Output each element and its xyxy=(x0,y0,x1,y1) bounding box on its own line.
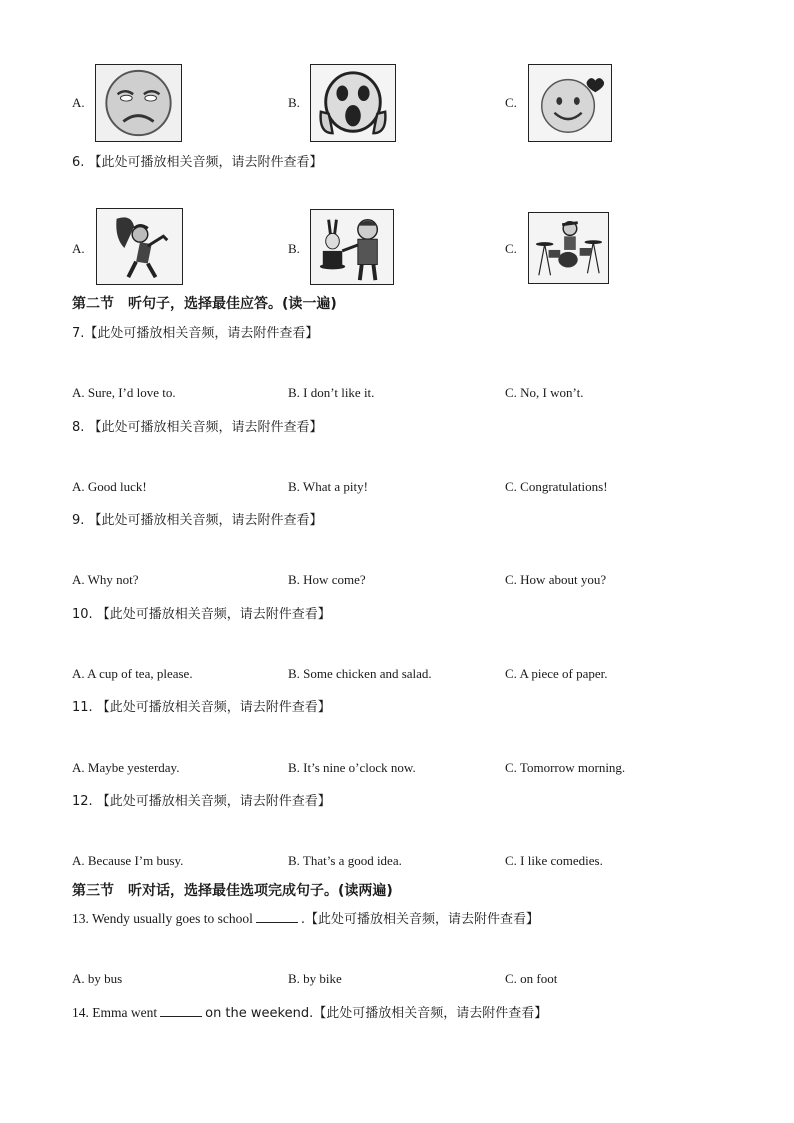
answer-blank xyxy=(160,1015,202,1017)
question-7-option-a: A. Sure, I’d love to. xyxy=(72,385,176,400)
option-letter-a: A. xyxy=(72,95,85,110)
question-13-option-c: C. on foot xyxy=(505,971,558,986)
scared-face-icon xyxy=(310,64,396,142)
question-10-option-b: B. Some chicken and salad. xyxy=(288,666,432,681)
sad-face-icon xyxy=(95,64,182,142)
question-10-option-c: C. A piece of paper. xyxy=(505,666,608,681)
dancer-icon xyxy=(96,208,183,285)
question-8-stem: 8. 【此处可播放相关音频，请去附件查看】 xyxy=(72,420,323,435)
question-7-stem: 7.【此处可播放相关音频，请去附件查看】 xyxy=(72,326,319,341)
section-3-title: 第三节 听对话，选择最佳选项完成句子。(读两遍) xyxy=(72,883,393,899)
question-7-option-b: B. I don’t like it. xyxy=(288,385,375,400)
option-letter-b: B. xyxy=(288,241,300,256)
question-10-stem: 10. 【此处可播放相关音频，请去附件查看】 xyxy=(72,607,331,622)
question-13-option-a: A. by bus xyxy=(72,971,123,986)
question-9-stem: 9. 【此处可播放相关音频，请去附件查看】 xyxy=(72,513,323,528)
question-8-option-b: B. What a pity! xyxy=(288,479,368,494)
happy-face-icon xyxy=(528,64,612,142)
question-9-option-b: B. How come? xyxy=(288,572,366,587)
question-14-stem: 14. Emma went on the weekend.【此处可播放相关音频，请去附件查看】 xyxy=(72,1005,548,1021)
question-12-stem: 12. 【此处可播放相关音频，请去附件查看】 xyxy=(72,794,331,809)
magician-icon xyxy=(310,209,394,285)
question-11-option-a: A. Maybe yesterday. xyxy=(72,760,180,775)
question-8-option-c: C. Congratulations! xyxy=(505,479,608,494)
question-7-option-c: C. No, I won’t. xyxy=(505,385,584,400)
answer-blank xyxy=(256,921,298,923)
question-6-stem: 6. 【此处可播放相关音频，请去附件查看】 xyxy=(72,155,323,170)
question-9-option-c: C. How about you? xyxy=(505,572,607,587)
question-13-option-b: B. by bike xyxy=(288,971,342,986)
question-10-option-a: A. A cup of tea, please. xyxy=(72,666,193,681)
section-2-title: 第二节 听句子，选择最佳应答。(读一遍) xyxy=(72,296,337,312)
drummer-icon xyxy=(528,212,609,284)
question-12-option-c: C. I like comedies. xyxy=(505,853,603,868)
option-letter-c: C. xyxy=(505,241,517,256)
question-13-stem: 13. Wendy usually goes to school .【此处可播放相关音频，请去附件查看】 xyxy=(72,911,540,927)
question-8-option-a: A. Good luck! xyxy=(72,479,147,494)
question-11-option-b: B. It’s nine o’clock now. xyxy=(288,760,416,775)
question-12-option-b: B. That’s a good idea. xyxy=(288,853,402,868)
question-11-stem: 11. 【此处可播放相关音频，请去附件查看】 xyxy=(72,700,331,715)
option-letter-c: C. xyxy=(505,95,517,110)
question-12-option-a: A. Because I’m busy. xyxy=(72,853,184,868)
option-letter-b: B. xyxy=(288,95,300,110)
question-9-option-a: A. Why not? xyxy=(72,572,139,587)
question-11-option-c: C. Tomorrow morning. xyxy=(505,760,626,775)
option-letter-a: A. xyxy=(72,241,85,256)
